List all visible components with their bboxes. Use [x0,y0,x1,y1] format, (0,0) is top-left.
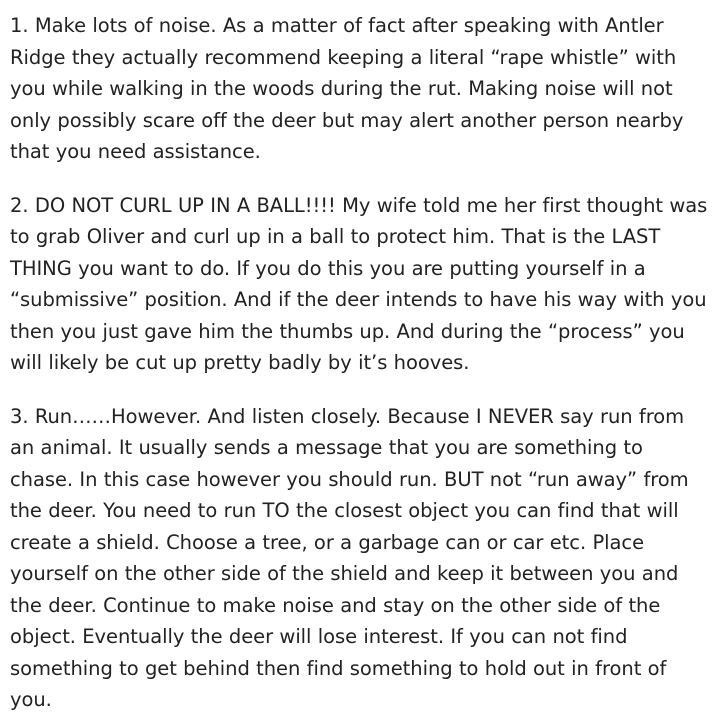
paragraph-3: 3. Run……However. And listen closely. Because I NEVER say run from an animal. It usually sends a message that you are something to chase. In this case however you should run. BUT not “run away” from the deer. You need to run TO the closest object you can find that will create a shield. Choose a tree, or a garbage can or car etc. Place yourself on the other side of the shield and keep it between you and the deer. Continue to make noise and stay on the other side of the object. Eventually the deer will lose interest. If you can not find something to get behind then find something to hold out in front of you. [10,404,689,711]
paragraph-2: 2. DO NOT CURL UP IN A BALL!!!! My wife told me her first thought was to grab Oliver and curl up in a ball to protect him. That is the LAST THING you want to do. If you do this you are putting yourself in a “submissive” position. And if the deer intends to have his way with you then you just gave him the thumbs up. And during the “process” you will likely be cut up pretty badly by it’s hooves. [10,193,708,374]
paragraph-1: 1. Make lots of noise. As a matter of fact after speaking with Antler Ridge they actually recommend keeping a literal “rape whistle” with you while walking in the woods during the rut. Making noise will not only possibly scare off the deer but may alert another person nearby that you need assistance. [10,14,684,163]
